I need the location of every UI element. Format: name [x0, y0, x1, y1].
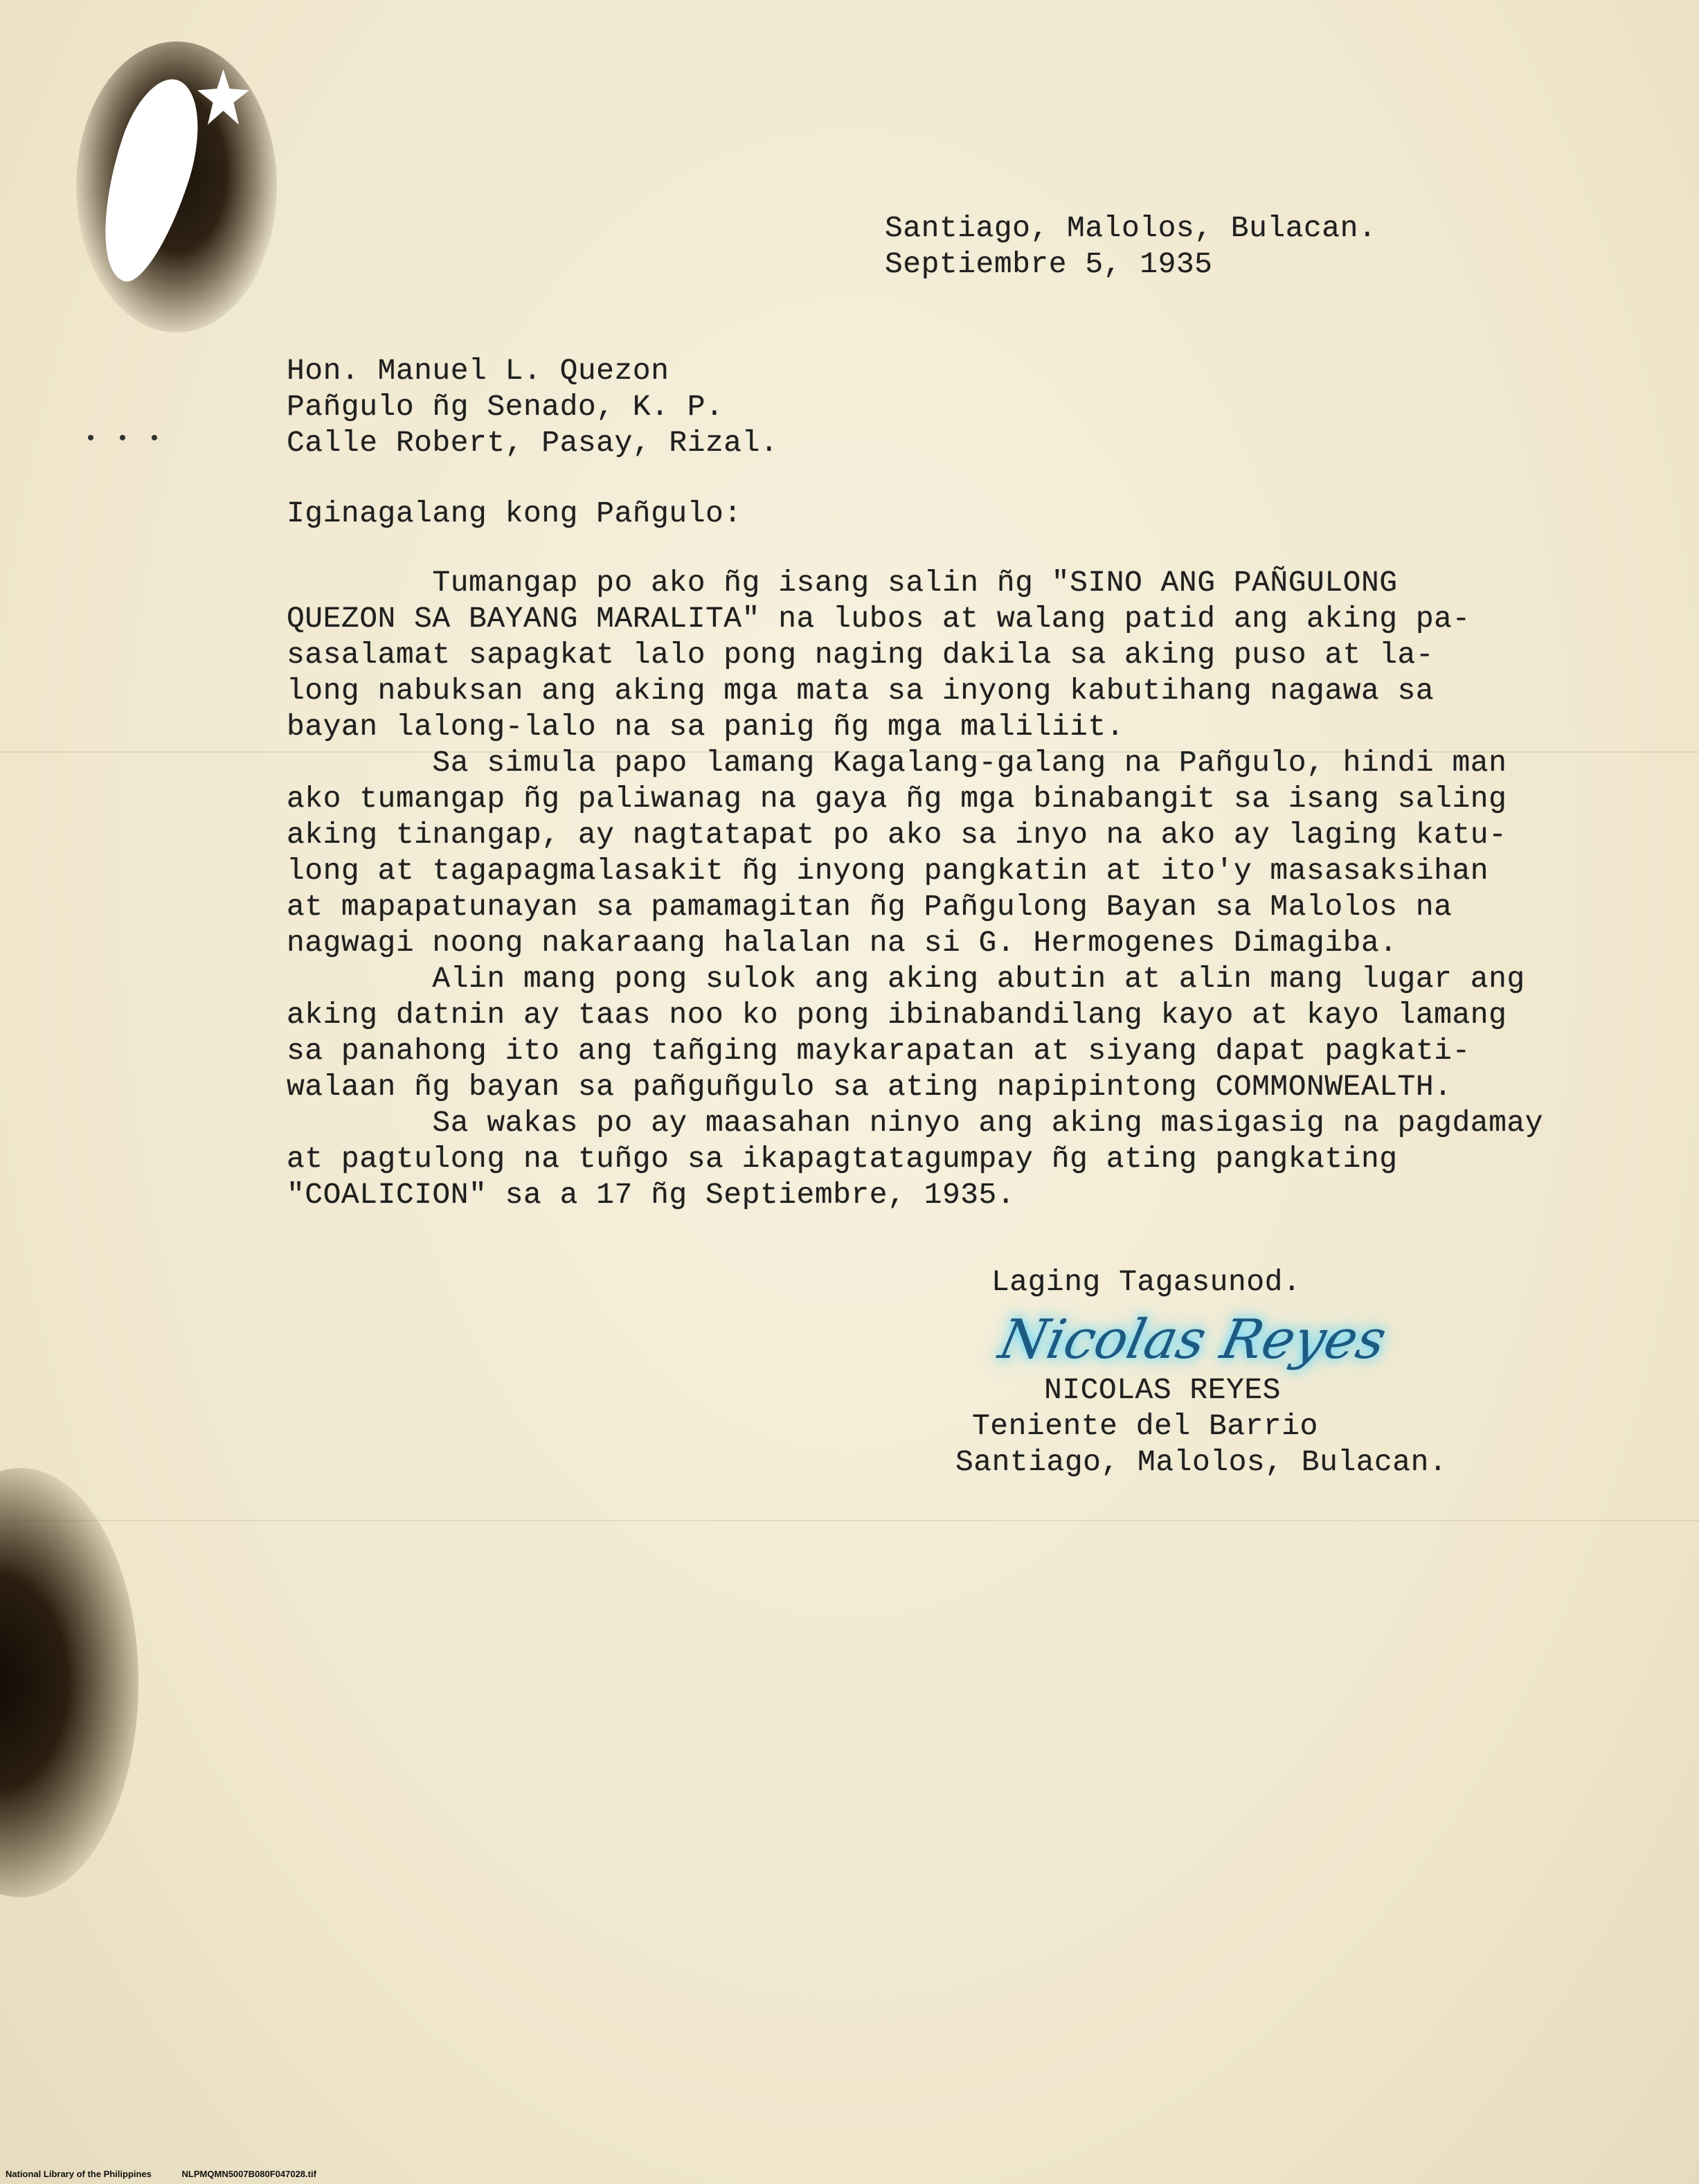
body-line: at mapapatunayan sa pamamagitan ñg Pañgulong Bayan sa Malolos na — [287, 890, 1453, 924]
body-line: Sa simula papo lamang Kagalang-galang na Pañgulo, hindi man — [287, 746, 1507, 780]
recipient-name: Hon. Manuel L. Quezon — [287, 354, 669, 388]
body-line: long at tagapagmalasakit ñg inyong pangkatin at ito'y masasaksihan — [287, 854, 1489, 888]
body-line: ako tumangap ñg paliwanag na gaya ñg mga binabangit sa isang saling — [287, 782, 1507, 816]
signatory-title: Teniente del Barrio — [972, 1409, 1318, 1443]
archive-filename: NLPMQMN5007B080F047028.tif — [181, 2169, 316, 2179]
ink-specks: ••• — [84, 428, 181, 451]
body-line: Alin mang pong sulok ang aking abutin at alin mang lugar ang — [287, 962, 1525, 996]
body-line: sasalamat sapagkat lalo pong naging dakila sa aking puso at la- — [287, 638, 1435, 672]
salutation: Iginagalang kong Pañgulo: — [287, 496, 742, 530]
archive-footer — [6, 2169, 344, 2179]
body-line: aking datnin ay taas noo ko pong ibinabandilang kayo at kayo lamang — [287, 998, 1507, 1032]
body-line: QUEZON SA BAYANG MARALITA" na lubos at walang patid ang aking pa- — [287, 602, 1471, 636]
handwritten-signature: Nicolas Reyes — [994, 1309, 1392, 1371]
archive-institution: National Library of the Philippines — [6, 2169, 152, 2179]
valediction: Laging Tagasunod. — [991, 1265, 1302, 1299]
body-line: long nabuksan ang aking mga mata sa inyong kabutihang nagawa sa — [287, 674, 1435, 708]
body-line: bayan lalong-lalo na sa panig ñg mga maliliit. — [287, 710, 1124, 744]
header-place: Santiago, Malolos, Bulacan. — [885, 211, 1377, 245]
recipient-address: Calle Robert, Pasay, Rizal. — [287, 426, 779, 460]
body-line: Tumangap po ako ñg isang salin ñg "SINO ANG PAÑGULONG — [287, 566, 1398, 600]
signatory-name: NICOLAS REYES — [1044, 1373, 1281, 1407]
body-line: Sa wakas po ay maasahan ninyo ang aking masigasig na pagdamay — [287, 1106, 1543, 1140]
body-line: nagwagi noong nakaraang halalan na si G. Hermogenes Dimagiba. — [287, 926, 1398, 960]
paper-fold-line — [0, 1520, 1699, 1521]
body-line: "COALICION" sa a 17 ñg Septiembre, 1935. — [287, 1178, 1016, 1212]
body-line: at pagtulong na tuñgo sa ikapagtatagumpay ñg ating pangkating — [287, 1142, 1398, 1176]
body-line: sa panahong ito ang tañging maykarapatan at siyang dapat pagkati- — [287, 1034, 1471, 1068]
body-line: aking tinangap, ay nagtatapat po ako sa inyo na ako ay laging katu- — [287, 818, 1507, 852]
recipient-title: Pañgulo ñg Senado, K. P. — [287, 390, 724, 424]
header-date: Septiembre 5, 1935 — [885, 247, 1213, 281]
body-line: walaan ñg bayan sa pañguñgulo sa ating napipintong COMMONWEALTH. — [287, 1070, 1453, 1104]
burn-mark-left — [0, 1468, 138, 1897]
signatory-address: Santiago, Malolos, Bulacan. — [955, 1445, 1448, 1479]
